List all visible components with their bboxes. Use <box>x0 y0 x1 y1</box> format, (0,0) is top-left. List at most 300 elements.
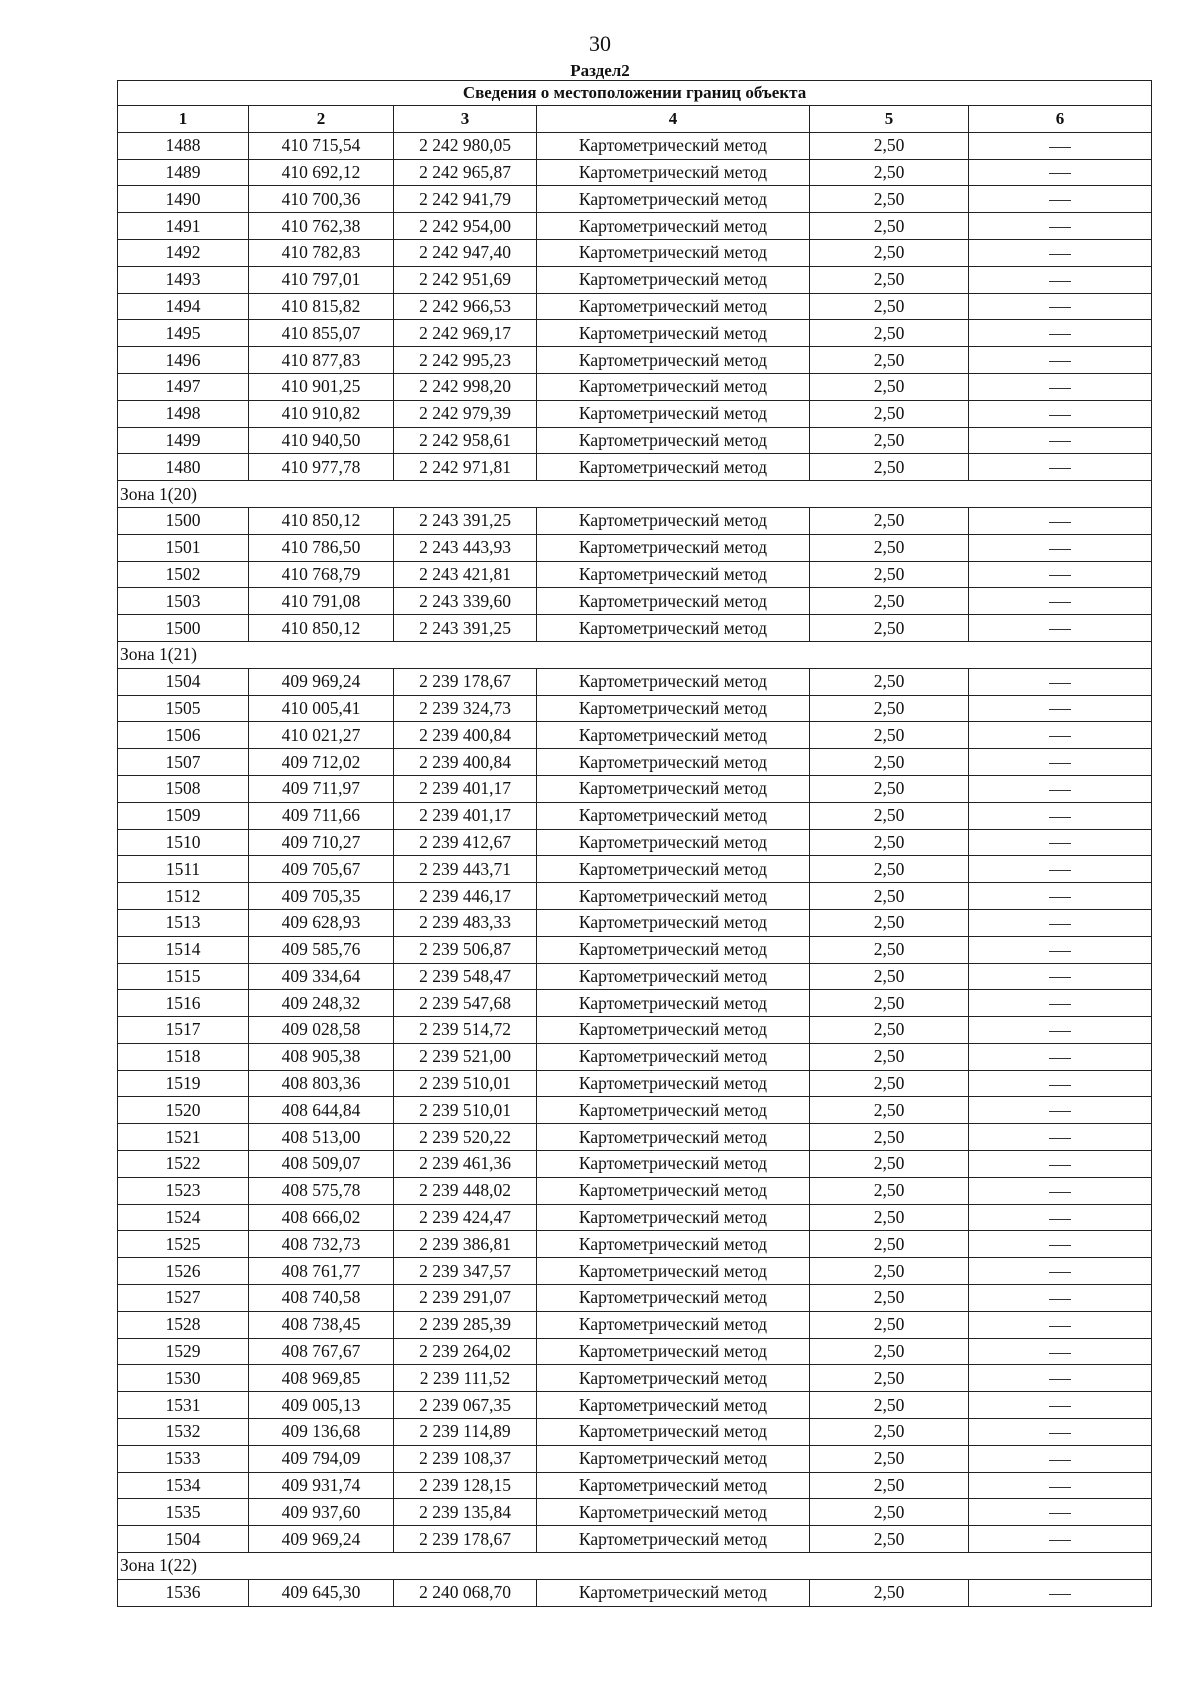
table-cell: 2 242 995,23 <box>394 347 537 374</box>
table-cell: 1530 <box>118 1365 249 1392</box>
table-cell: 2 242 980,05 <box>394 132 537 159</box>
table-cell: 409 969,24 <box>249 668 394 695</box>
table-row <box>118 1285 1152 1312</box>
table-cell: 2,50 <box>810 1499 969 1526</box>
dash-mark <box>1049 147 1071 148</box>
table-cell: 1500 <box>118 507 249 534</box>
table-cell-dash <box>969 561 1152 588</box>
table-row <box>118 936 1152 963</box>
table-cell: 2,50 <box>810 909 969 936</box>
table-cell: 2 243 391,25 <box>394 507 537 534</box>
table-cell: 1524 <box>118 1204 249 1231</box>
table-row <box>118 1177 1152 1204</box>
table-cell: Картометрический метод <box>537 213 810 240</box>
table-cell: 2,50 <box>810 534 969 561</box>
table-cell-dash <box>969 400 1152 427</box>
table-cell-dash <box>969 802 1152 829</box>
table-body <box>118 132 1152 1606</box>
table-cell: Картометрический метод <box>537 883 810 910</box>
table-cell: 409 712,02 <box>249 749 394 776</box>
table-cell-dash <box>969 1392 1152 1419</box>
table-cell: 408 509,07 <box>249 1151 394 1178</box>
table-cell: 410 815,82 <box>249 293 394 320</box>
table-cell: 409 711,66 <box>249 802 394 829</box>
dash-mark <box>1049 549 1071 550</box>
table-cell: 2 242 979,39 <box>394 400 537 427</box>
table-cell: 2,50 <box>810 507 969 534</box>
table-cell: 408 738,45 <box>249 1311 394 1338</box>
table-cell: 2,50 <box>810 1070 969 1097</box>
table-cell: 2 239 178,67 <box>394 1526 537 1553</box>
dash-mark <box>1049 629 1071 630</box>
table-cell-dash <box>969 749 1152 776</box>
table-cell: 2 243 339,60 <box>394 588 537 615</box>
table-cell: 1480 <box>118 454 249 481</box>
table-cell: Картометрический метод <box>537 427 810 454</box>
table-cell: 2 239 347,57 <box>394 1258 537 1285</box>
column-header: 1 <box>118 106 249 133</box>
table-cell: 410 692,12 <box>249 159 394 186</box>
table-caption-row <box>118 81 1152 106</box>
table-caption: Сведения о местоположении границ объекта <box>118 81 1152 106</box>
dash-mark <box>1049 870 1071 871</box>
table-cell: 2 240 068,70 <box>394 1579 537 1606</box>
table-cell: Картометрический метод <box>537 1017 810 1044</box>
table-cell: 1492 <box>118 239 249 266</box>
table-cell: Картометрический метод <box>537 239 810 266</box>
table-cell: 2 239 324,73 <box>394 695 537 722</box>
dash-mark <box>1049 843 1071 844</box>
table-cell: 2,50 <box>810 963 969 990</box>
table-cell-dash <box>969 1070 1152 1097</box>
dash-mark <box>1049 361 1071 362</box>
table-cell: 2 239 114,89 <box>394 1419 537 1446</box>
table-cell: 1504 <box>118 668 249 695</box>
table-row <box>118 695 1152 722</box>
table-cell: 2,50 <box>810 1204 969 1231</box>
table-row <box>118 373 1152 400</box>
table-cell-dash <box>969 186 1152 213</box>
table-row <box>118 1365 1152 1392</box>
table-cell: 410 877,83 <box>249 347 394 374</box>
table-cell: 2,50 <box>810 373 969 400</box>
table-cell: 2 242 947,40 <box>394 239 537 266</box>
table-cell: 2,50 <box>810 1097 969 1124</box>
dash-mark <box>1049 924 1071 925</box>
table-row <box>118 775 1152 802</box>
zone-label: Зона 1(20) <box>118 481 1152 508</box>
dash-mark <box>1049 441 1071 442</box>
table-cell-dash <box>969 1151 1152 1178</box>
table-row <box>118 159 1152 186</box>
table-cell-dash <box>969 909 1152 936</box>
dash-mark <box>1049 173 1071 174</box>
table-cell: 1531 <box>118 1392 249 1419</box>
table-row <box>118 239 1152 266</box>
dash-mark <box>1049 281 1071 282</box>
column-header: 5 <box>810 106 969 133</box>
table-cell: Картометрический метод <box>537 1311 810 1338</box>
table-cell: 409 005,13 <box>249 1392 394 1419</box>
table-cell: 1526 <box>118 1258 249 1285</box>
table-cell: Картометрический метод <box>537 266 810 293</box>
dash-mark <box>1049 897 1071 898</box>
table-row <box>118 561 1152 588</box>
table-cell: 2,50 <box>810 1124 969 1151</box>
table-cell-dash <box>969 507 1152 534</box>
dash-mark <box>1049 683 1071 684</box>
table-cell: 2 242 971,81 <box>394 454 537 481</box>
table-cell: Картометрический метод <box>537 561 810 588</box>
table-cell: 1532 <box>118 1419 249 1446</box>
table-cell: 2 239 510,01 <box>394 1097 537 1124</box>
section-title: Раздел2 <box>570 61 630 80</box>
table-cell: 409 334,64 <box>249 963 394 990</box>
dash-mark <box>1049 1058 1071 1059</box>
table-cell: 410 940,50 <box>249 427 394 454</box>
table-cell-dash <box>969 856 1152 883</box>
table-cell: 2 239 446,17 <box>394 883 537 910</box>
table-cell: 410 782,83 <box>249 239 394 266</box>
table-cell: 408 761,77 <box>249 1258 394 1285</box>
table-cell-dash <box>969 1419 1152 1446</box>
table-cell: Картометрический метод <box>537 1070 810 1097</box>
table-cell: 2,50 <box>810 1177 969 1204</box>
table-cell: 2 242 951,69 <box>394 266 537 293</box>
table-cell: 408 666,02 <box>249 1204 394 1231</box>
dash-mark <box>1049 709 1071 710</box>
table-cell: 1504 <box>118 1526 249 1553</box>
table-cell: 2,50 <box>810 695 969 722</box>
table-cell: 410 850,12 <box>249 615 394 642</box>
table-cell: Картометрический метод <box>537 1499 810 1526</box>
table-cell: 1536 <box>118 1579 249 1606</box>
table-cell: Картометрический метод <box>537 1043 810 1070</box>
table-cell: 2 239 483,33 <box>394 909 537 936</box>
table-cell: 2,50 <box>810 856 969 883</box>
table-cell: 2 243 391,25 <box>394 615 537 642</box>
table-cell: 2,50 <box>810 802 969 829</box>
table-cell: Картометрический метод <box>537 454 810 481</box>
table-row <box>118 400 1152 427</box>
table-cell: Картометрический метод <box>537 775 810 802</box>
zone-row <box>118 481 1152 508</box>
dash-mark <box>1049 951 1071 952</box>
table-cell: 2 239 548,47 <box>394 963 537 990</box>
column-header: 4 <box>537 106 810 133</box>
table-cell: 410 855,07 <box>249 320 394 347</box>
table-cell: 2,50 <box>810 1445 969 1472</box>
table-row <box>118 749 1152 776</box>
table-cell: 1510 <box>118 829 249 856</box>
table-cell: 409 585,76 <box>249 936 394 963</box>
table-row <box>118 266 1152 293</box>
table-cell-dash <box>969 1472 1152 1499</box>
table-cell: 1527 <box>118 1285 249 1312</box>
table-row <box>118 1338 1152 1365</box>
dash-mark <box>1049 227 1071 228</box>
table-cell: 2 243 421,81 <box>394 561 537 588</box>
dash-mark <box>1049 468 1071 469</box>
table-row <box>118 534 1152 561</box>
table-cell: Картометрический метод <box>537 1151 810 1178</box>
table-cell: 2 239 510,01 <box>394 1070 537 1097</box>
table-cell: 1520 <box>118 1097 249 1124</box>
table-cell: 2 239 401,17 <box>394 775 537 802</box>
dash-mark <box>1049 763 1071 764</box>
table-cell: 2 239 401,17 <box>394 802 537 829</box>
table-cell: Картометрический метод <box>537 320 810 347</box>
dash-mark <box>1049 1326 1071 1327</box>
table-row <box>118 507 1152 534</box>
table-cell: 408 732,73 <box>249 1231 394 1258</box>
table-cell: 1494 <box>118 293 249 320</box>
table-row <box>118 1043 1152 1070</box>
table-cell: 2 239 178,67 <box>394 668 537 695</box>
table-row <box>118 1419 1152 1446</box>
table-row <box>118 1526 1152 1553</box>
table-cell-dash <box>969 1338 1152 1365</box>
dash-mark <box>1049 1004 1071 1005</box>
table-cell: 1518 <box>118 1043 249 1070</box>
table-cell: 410 005,41 <box>249 695 394 722</box>
table-cell: 2 242 998,20 <box>394 373 537 400</box>
table-cell: 1517 <box>118 1017 249 1044</box>
dash-mark <box>1049 575 1071 576</box>
table-cell: 2 239 448,02 <box>394 1177 537 1204</box>
table-cell: 1489 <box>118 159 249 186</box>
table-cell: 2,50 <box>810 293 969 320</box>
table-cell: 2 239 424,47 <box>394 1204 537 1231</box>
table-cell: 1512 <box>118 883 249 910</box>
table-cell: 1488 <box>118 132 249 159</box>
table-row <box>118 1499 1152 1526</box>
dash-mark <box>1049 1433 1071 1434</box>
table-row <box>118 1124 1152 1151</box>
table-cell: 2,50 <box>810 239 969 266</box>
table-cell: Картометрический метод <box>537 1392 810 1419</box>
table-cell: 1521 <box>118 1124 249 1151</box>
table-cell: 1496 <box>118 347 249 374</box>
table-cell-dash <box>969 1365 1152 1392</box>
table-cell: 1502 <box>118 561 249 588</box>
table-cell: 409 794,09 <box>249 1445 394 1472</box>
table-cell-dash <box>969 1017 1152 1044</box>
table-cell: 2 239 291,07 <box>394 1285 537 1312</box>
table-cell: 2 242 969,17 <box>394 320 537 347</box>
table-cell: Картометрический метод <box>537 293 810 320</box>
table-cell: Картометрический метод <box>537 186 810 213</box>
table-cell-dash <box>969 883 1152 910</box>
coordinates-table <box>117 80 1152 1607</box>
table-cell: 1513 <box>118 909 249 936</box>
dash-mark <box>1049 790 1071 791</box>
table-cell-dash <box>969 320 1152 347</box>
column-header: 2 <box>249 106 394 133</box>
table-cell: 2,50 <box>810 1311 969 1338</box>
dash-mark <box>1049 1219 1071 1220</box>
table-cell: 1508 <box>118 775 249 802</box>
table-cell: 410 786,50 <box>249 534 394 561</box>
table-cell: Картометрический метод <box>537 1258 810 1285</box>
table-cell: 1493 <box>118 266 249 293</box>
table-cell: 409 136,68 <box>249 1419 394 1446</box>
table-cell: 2 242 958,61 <box>394 427 537 454</box>
table-cell: 408 767,67 <box>249 1338 394 1365</box>
table-row <box>118 588 1152 615</box>
table-cell: 1534 <box>118 1472 249 1499</box>
table-cell: Картометрический метод <box>537 1419 810 1446</box>
table-cell: 1495 <box>118 320 249 347</box>
table-cell-dash <box>969 695 1152 722</box>
table-cell: 408 740,58 <box>249 1285 394 1312</box>
table-cell-dash <box>969 936 1152 963</box>
table-cell: 2 239 520,22 <box>394 1124 537 1151</box>
dash-mark <box>1049 522 1071 523</box>
table-row <box>118 1097 1152 1124</box>
table-cell: 2,50 <box>810 1579 969 1606</box>
table-cell: 2 239 514,72 <box>394 1017 537 1044</box>
table-cell-dash <box>969 990 1152 1017</box>
table-cell: 2,50 <box>810 427 969 454</box>
table-cell: 2,50 <box>810 1043 969 1070</box>
table-row <box>118 213 1152 240</box>
table-cell-dash <box>969 427 1152 454</box>
table-cell: 1509 <box>118 802 249 829</box>
table-cell: 2 239 547,68 <box>394 990 537 1017</box>
table-row <box>118 668 1152 695</box>
dash-mark <box>1049 1272 1071 1273</box>
table-cell: Картометрический метод <box>537 722 810 749</box>
table-cell: 1514 <box>118 936 249 963</box>
table-cell: 410 791,08 <box>249 588 394 615</box>
table-cell: 410 850,12 <box>249 507 394 534</box>
table-cell: 409 931,74 <box>249 1472 394 1499</box>
table-cell-dash <box>969 239 1152 266</box>
table-cell: 408 575,78 <box>249 1177 394 1204</box>
table-cell-dash <box>969 1579 1152 1606</box>
dash-mark <box>1049 1540 1071 1541</box>
table-cell-dash <box>969 1043 1152 1070</box>
table-cell: 2,50 <box>810 454 969 481</box>
table-cell: 410 977,78 <box>249 454 394 481</box>
table-cell-dash <box>969 963 1152 990</box>
table-cell: 2 239 386,81 <box>394 1231 537 1258</box>
table-cell: 2,50 <box>810 1285 969 1312</box>
table-cell: Картометрический метод <box>537 909 810 936</box>
table-cell: 410 700,36 <box>249 186 394 213</box>
table-cell: 2,50 <box>810 561 969 588</box>
table-cell: 1498 <box>118 400 249 427</box>
column-header: 6 <box>969 106 1152 133</box>
dash-mark <box>1049 1299 1071 1300</box>
table-cell-dash <box>969 1526 1152 1553</box>
table-cell: 2,50 <box>810 749 969 776</box>
table-cell: 2 239 521,00 <box>394 1043 537 1070</box>
table-cell: 409 937,60 <box>249 1499 394 1526</box>
table-cell: Картометрический метод <box>537 1124 810 1151</box>
table-cell: 2 242 965,87 <box>394 159 537 186</box>
table-row <box>118 722 1152 749</box>
table-row <box>118 1445 1152 1472</box>
table-cell: 2 239 111,52 <box>394 1365 537 1392</box>
table-cell: Картометрический метод <box>537 1204 810 1231</box>
table-cell: 2,50 <box>810 320 969 347</box>
table-cell: Картометрический метод <box>537 347 810 374</box>
dash-mark <box>1049 388 1071 389</box>
table-cell: 1519 <box>118 1070 249 1097</box>
table-cell: Картометрический метод <box>537 1231 810 1258</box>
table-cell-dash <box>969 1177 1152 1204</box>
table-cell: 1507 <box>118 749 249 776</box>
table-cell: 1497 <box>118 373 249 400</box>
dash-mark <box>1049 1379 1071 1380</box>
table-cell-dash <box>969 1124 1152 1151</box>
table-cell: 2,50 <box>810 829 969 856</box>
table-cell: 410 762,38 <box>249 213 394 240</box>
dash-mark <box>1049 1406 1071 1407</box>
dash-mark <box>1049 200 1071 201</box>
zone-row <box>118 641 1152 668</box>
table-cell: 2 239 400,84 <box>394 749 537 776</box>
dash-mark <box>1049 1165 1071 1166</box>
table-cell: 408 905,38 <box>249 1043 394 1070</box>
table-cell: 2 239 461,36 <box>394 1151 537 1178</box>
dash-mark <box>1049 1111 1071 1112</box>
dash-mark <box>1049 1031 1071 1032</box>
dash-mark <box>1049 1353 1071 1354</box>
table-cell: 409 628,93 <box>249 909 394 936</box>
table-cell-dash <box>969 159 1152 186</box>
table-cell-dash <box>969 213 1152 240</box>
table-row <box>118 963 1152 990</box>
table-cell: 410 910,82 <box>249 400 394 427</box>
table-cell: 2 239 412,67 <box>394 829 537 856</box>
table-cell: 1490 <box>118 186 249 213</box>
zone-label: Зона 1(21) <box>118 641 1152 668</box>
dash-mark <box>1049 602 1071 603</box>
table-cell: 410 768,79 <box>249 561 394 588</box>
dash-mark <box>1049 736 1071 737</box>
zone-row <box>118 1553 1152 1580</box>
table-cell-dash <box>969 266 1152 293</box>
table-cell: 1535 <box>118 1499 249 1526</box>
table-cell: 410 715,54 <box>249 132 394 159</box>
table-cell: 409 711,97 <box>249 775 394 802</box>
table-cell: 409 705,67 <box>249 856 394 883</box>
table-row <box>118 1311 1152 1338</box>
table-cell: Картометрический метод <box>537 749 810 776</box>
table-cell: Картометрический метод <box>537 132 810 159</box>
dash-mark <box>1049 1594 1071 1595</box>
table-cell: 1503 <box>118 588 249 615</box>
dash-mark <box>1049 1138 1071 1139</box>
table-cell: 2,50 <box>810 1526 969 1553</box>
dash-mark <box>1049 977 1071 978</box>
table-cell: Картометрический метод <box>537 936 810 963</box>
table-cell-dash <box>969 1258 1152 1285</box>
table-row <box>118 1472 1152 1499</box>
table-cell: 1516 <box>118 990 249 1017</box>
dash-mark <box>1049 1192 1071 1193</box>
table-cell: 408 513,00 <box>249 1124 394 1151</box>
dash-mark <box>1049 334 1071 335</box>
table-cell-dash <box>969 1097 1152 1124</box>
table-cell: 1523 <box>118 1177 249 1204</box>
table-cell: 1511 <box>118 856 249 883</box>
table-cell: 2 239 108,37 <box>394 1445 537 1472</box>
table-cell: 2,50 <box>810 775 969 802</box>
